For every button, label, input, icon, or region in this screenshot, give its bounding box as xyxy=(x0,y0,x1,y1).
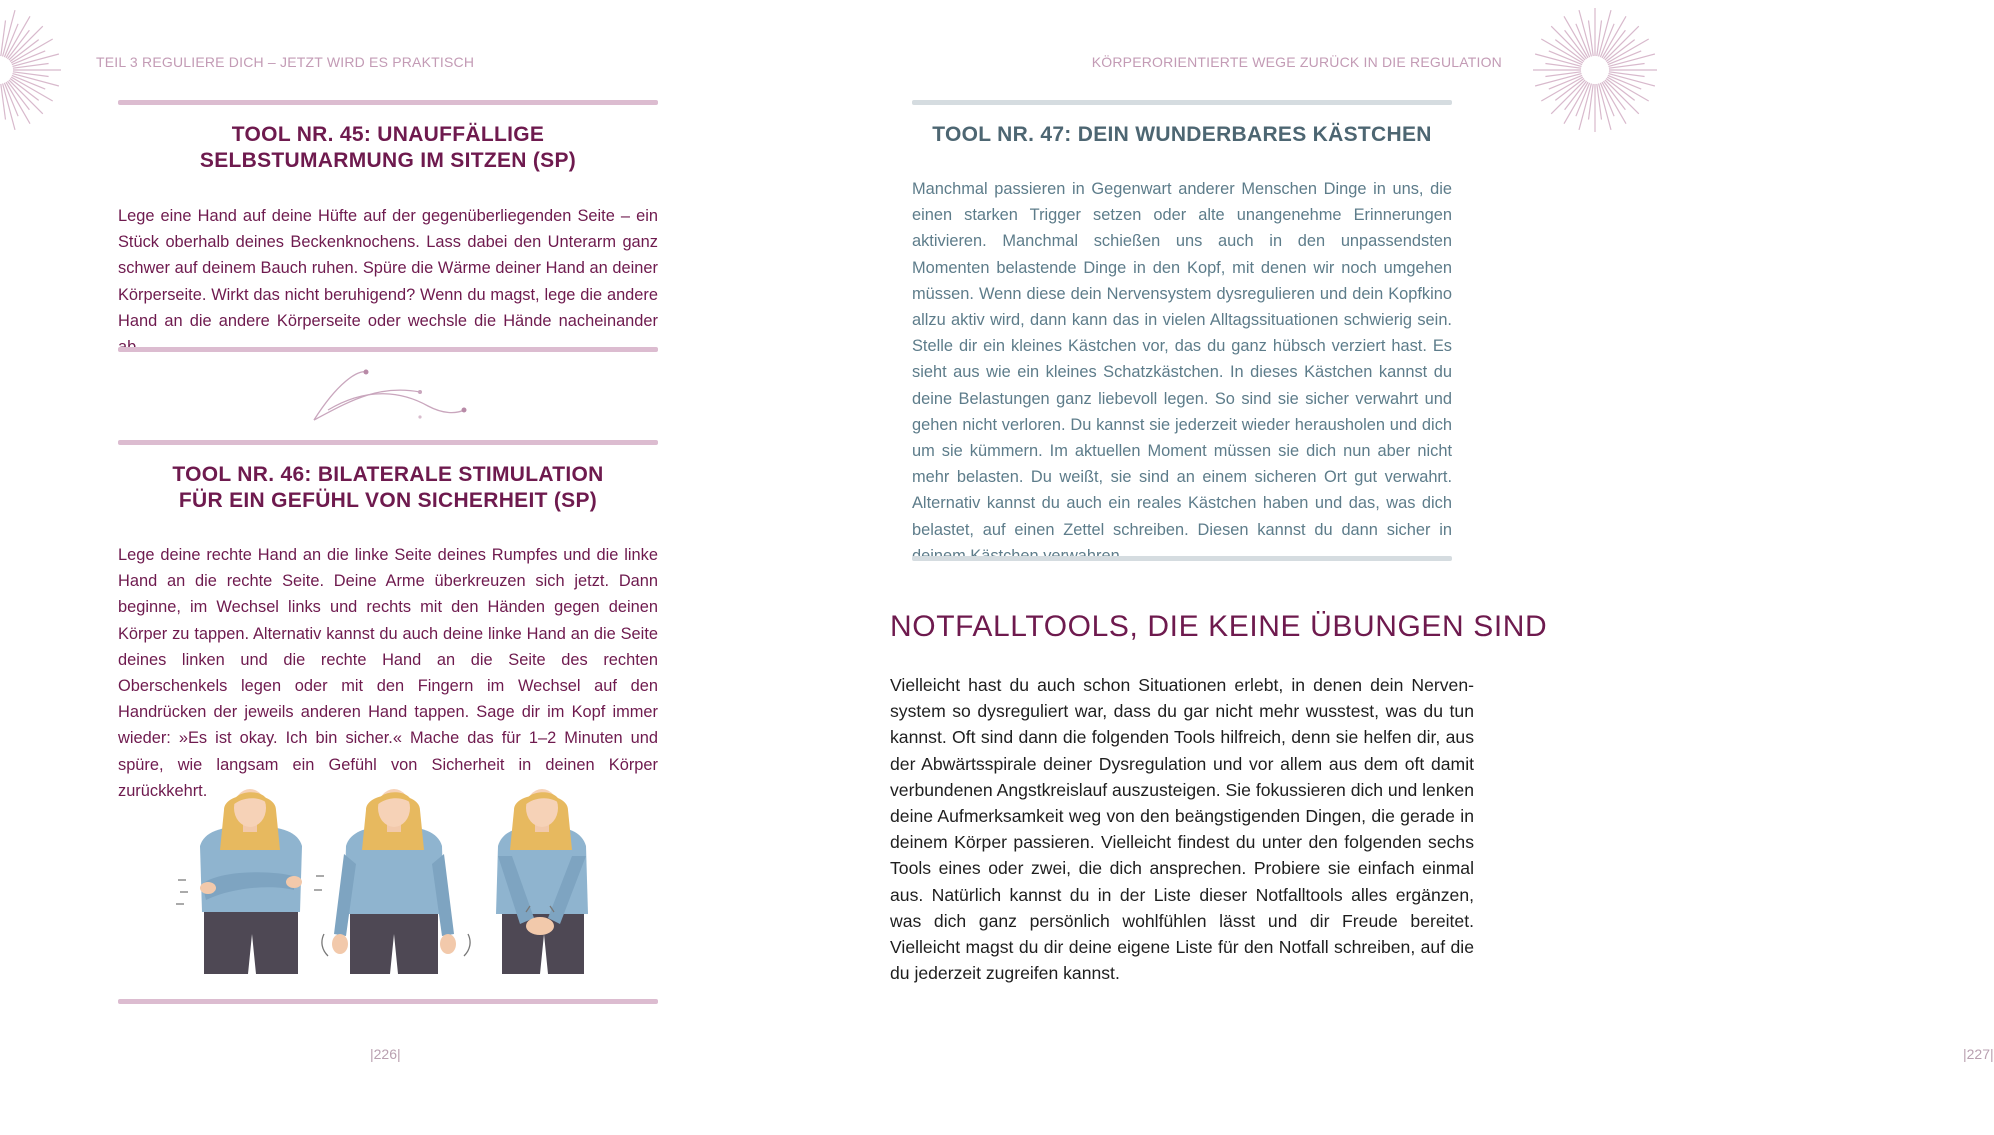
right-page xyxy=(800,0,1994,1135)
woman-figure-arms-down xyxy=(322,789,470,974)
tool46-top-rule xyxy=(118,440,658,445)
tool46-bottom-rule xyxy=(118,999,658,1004)
tool47-title: TOOL NR. 47: DEIN WUNDERBARES KÄSTCHEN xyxy=(932,123,1432,146)
section-text: Vielleicht hast du auch schon Situationen erlebt, in denen dein Nervensystem so dysreguliert war, dass du gar nicht mehr wusstest, was du tun kannst. Oft sind dann die folgenden Tools hilfreich, denn sie helfen dir, aus der Abwärtsspirale deiner Dysregulation und vor allem aus dem oft damit verbundenen Angstkreislauf auszusteigen. Sie fokussieren dich und lenken deine Aufmerksamkeit weg von den beängstigenden Dingen, die gerade in deinem Körper passieren. Vielleicht findest du unter den folgenden sechs Tools eines oder zwei, die dich ansprechen. Probiere sie einfach einmal aus. Natürlich kannst du in der Liste dieser Notfalltools alles ergänzen, was dich ganz persönlich wohlfühlen lässt und dir Freude bereitet. Vielleicht magst du dir deine eigene Liste für den Notfall schreiben, auf die du jederzeit zugreifen kannst. xyxy=(890,675,1474,984)
woman-illustration-icon xyxy=(160,784,600,984)
tool47-bottom-rule xyxy=(912,556,1452,561)
page-number: |226| xyxy=(370,1046,401,1062)
tool47-top-rule xyxy=(912,100,1452,105)
tool47-text: Manchmal passieren in Gegenwart anderer Menschen Dinge in uns, die einen starken Trigger setzen oder alte unangenehme Erinnerungen aktivieren. Manchmal schießen uns auch in den unpassendsten Momenten belastende Dinge in den Kopf, mit denen wir noch umgehen müssen. Wenn diese dein Nervensystem dysregulieren und dein Kopfkino allzu aktiv wird, dann kann das in vielen Alltagssituationen schwierig sein. Stelle dir ein kleines Kästchen vor, das du ganz hübsch verziert hast. Es sieht aus wie ein kleines Schatzkästchen. In dieses Kästchen kannst du deine Belastungen ganz liebevoll legen. So sind sie sicher verwahrt und gehen nicht verloren. Du kannst sie jederzeit wieder herausholen und dich um sie kümmern. Im aktuellen Moment müssen sie dich nun aber nicht mehr belasten. Du weißt, sie sind an einem sicheren Ort gut verwahrt. Alternativ kannst du auch ein reales Kästchen haben und das, was dich belastet, auf einen Zettel schreiben. Diesen kannst du dann sicher in xyxy=(912,180,1452,539)
sunburst-ornament-icon xyxy=(0,0,64,140)
tool45-top-rule xyxy=(118,100,658,105)
woman-figure-crossed-arms xyxy=(176,789,324,974)
left-page xyxy=(0,0,800,1135)
tool46-title xyxy=(118,462,658,514)
tool45-text: Lege eine Hand auf deine Hüfte auf der gegenüberliegenden Seite – ein Stück oberhalb deines Beckenknochens. Lass dabei den Unterarm ganz schwer auf deinem Bauch ruhen. Spüre die Wärme deiner Hand an deiner Körperseite. Wirkt das nicht beruhigend? Wenn du magst, lege die andere Hand an die andere Körperseite oder wechsle die Hände nacheinander xyxy=(118,207,658,330)
tool45-title-line1: TOOL NR. 45: UNAUFFÄLLIGE xyxy=(231,123,545,146)
flourish-divider-icon xyxy=(308,362,478,432)
tool46-title-line1: TOOL NR. 46: BILATERALE STIMULATION xyxy=(172,463,604,486)
section-title: NOTFALLTOOLS, DIE KEINE ÜBUNGEN SIND xyxy=(890,610,1548,643)
tool46-title-line2: FÜR EIN GEFÜHL VON SICHERHEIT (SP) xyxy=(178,489,598,512)
page-number: |227| xyxy=(1963,1046,1994,1062)
tool45-bottom-rule xyxy=(118,347,658,352)
running-head: KÖRPERORIENTIERTE WEGE ZURÜCK IN DIE REGULATION xyxy=(1091,54,1502,70)
sunburst-ornament-icon xyxy=(1530,0,1660,140)
woman-figure-hand-tapping xyxy=(496,789,588,974)
tool45-title xyxy=(118,122,658,174)
tool46-text: Lege deine rechte Hand an die linke Seite deines Rumpfes und die linke Hand an die rechte Seite. Deine Arme überkreuzen sich jetzt. Dann beginne, im Wechsel links und rechts mit den Händen gegen deinen Körper zu tappen. Alternativ kannst du auch deine linke Hand an die Seite deines linken und die rechte Hand an die Seite des rechten Oberschenkels legen oder mit den Fingern im Wechsel auf den Handrücken der jeweils anderen Hand tappen. Sage dir im Kopf immer wieder: »Es ist okay. Ich bin sicher.« Mache das für 1–2 Minuten und spüre, wie langsam ein Gefühl von Sicherheit in deinen Körper zurückkehrt. xyxy=(118,546,658,800)
running-head: TEIL 3 REGULIERE DICH – JETZT WIRD ES PRAKTISCH xyxy=(96,54,475,70)
tool45-title-line2: SELBSTUMARMUNG IM SITZEN (SP) xyxy=(199,149,577,172)
